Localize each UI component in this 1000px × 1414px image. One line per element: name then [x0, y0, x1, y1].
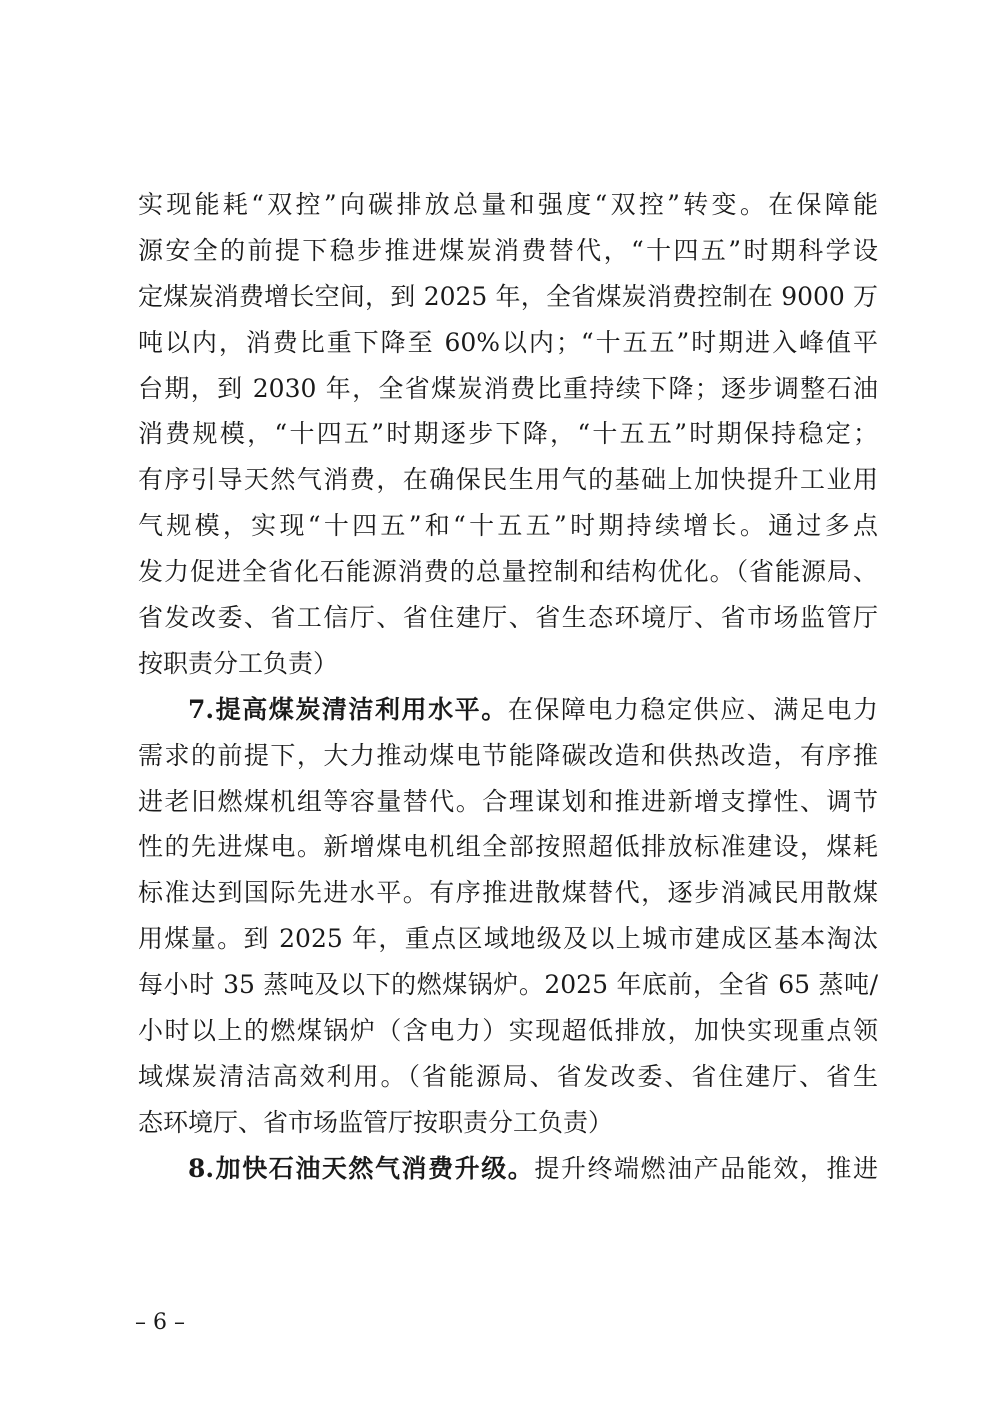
text-line: 消费规模，“十四五”时期逐步下降，“十五五”时期保持稳定；	[138, 419, 878, 449]
text-line: 进老旧燃煤机组等容量替代。合理谋划和推进新增支撑性、调节	[138, 786, 878, 816]
text-line: 小时以上的燃煤锅炉（含电力）实现超低排放，加快实现重点领	[138, 1016, 878, 1046]
text-line: 用煤量。到 2025 年，重点区域地级及以上城市建成区基本淘汰	[138, 924, 878, 954]
text-line: 按职责分工负责）	[138, 648, 339, 678]
paragraph-7-first-line	[138, 687, 878, 733]
text-line: 台期，到 2030 年，全省煤炭消费比重持续下降；逐步调整石油	[138, 373, 878, 403]
text-line: 吨以内，消费比重下降至 60%以内；“十五五”时期进入峰值平	[138, 327, 878, 357]
text-line: 性的先进煤电。新增煤电机组全部按照超低排放标准建设，煤耗	[138, 832, 878, 862]
text-line: 实现能耗“双控”向碳排放总量和强度“双控”转变。在保障能	[138, 190, 878, 219]
text-line: 定煤炭消费增长空间，到 2025 年，全省煤炭消费控制在 9000 万	[138, 281, 878, 311]
paragraph-8-first-line	[138, 1146, 878, 1192]
text-line: 有序引导天然气消费，在确保民生用气的基础上加快提升工业用	[138, 465, 878, 495]
text-line: 发力促进全省化石能源消费的总量控制和结构优化。（省能源局、	[138, 557, 878, 587]
text-line: 需求的前提下，大力推动煤电节能降碳改造和供热改造，有序推	[138, 740, 878, 770]
text-line: 域煤炭清洁高效利用。（省能源局、省发改委、省住建厅、省生	[138, 1061, 878, 1091]
text-line: 标准达到国际先进水平。有序推进散煤替代，逐步消减民用散煤	[138, 878, 878, 908]
text-line: 省发改委、省工信厅、省住建厅、省生态环境厅、省市场监管厅	[138, 603, 878, 633]
paragraph-8-first-line-text: 提升终端燃油产品能效，推进	[534, 1153, 878, 1183]
paragraph-7-first-line-text: 在保障电力稳定供应、满足电力	[507, 694, 878, 724]
paragraph-8-heading: 8.加快石油天然气消费升级。	[188, 1153, 535, 1183]
body-text	[138, 182, 878, 1192]
page-number: – 6 –	[135, 1310, 185, 1335]
text-line: 源安全的前提下稳步推进煤炭消费替代，“十四五”时期科学设	[138, 235, 878, 265]
text-line: 每小时 35 蒸吨及以下的燃煤锅炉。2025 年底前，全省 65 蒸吨/	[138, 970, 878, 1000]
text-line: 气规模，实现“十四五”和“十五五”时期持续增长。通过多点	[138, 511, 878, 541]
text-line: 态环境厅、省市场监管厅按职责分工负责）	[138, 1107, 614, 1137]
paragraph-7-heading: 7.提高煤炭清洁利用水平。	[188, 694, 508, 724]
